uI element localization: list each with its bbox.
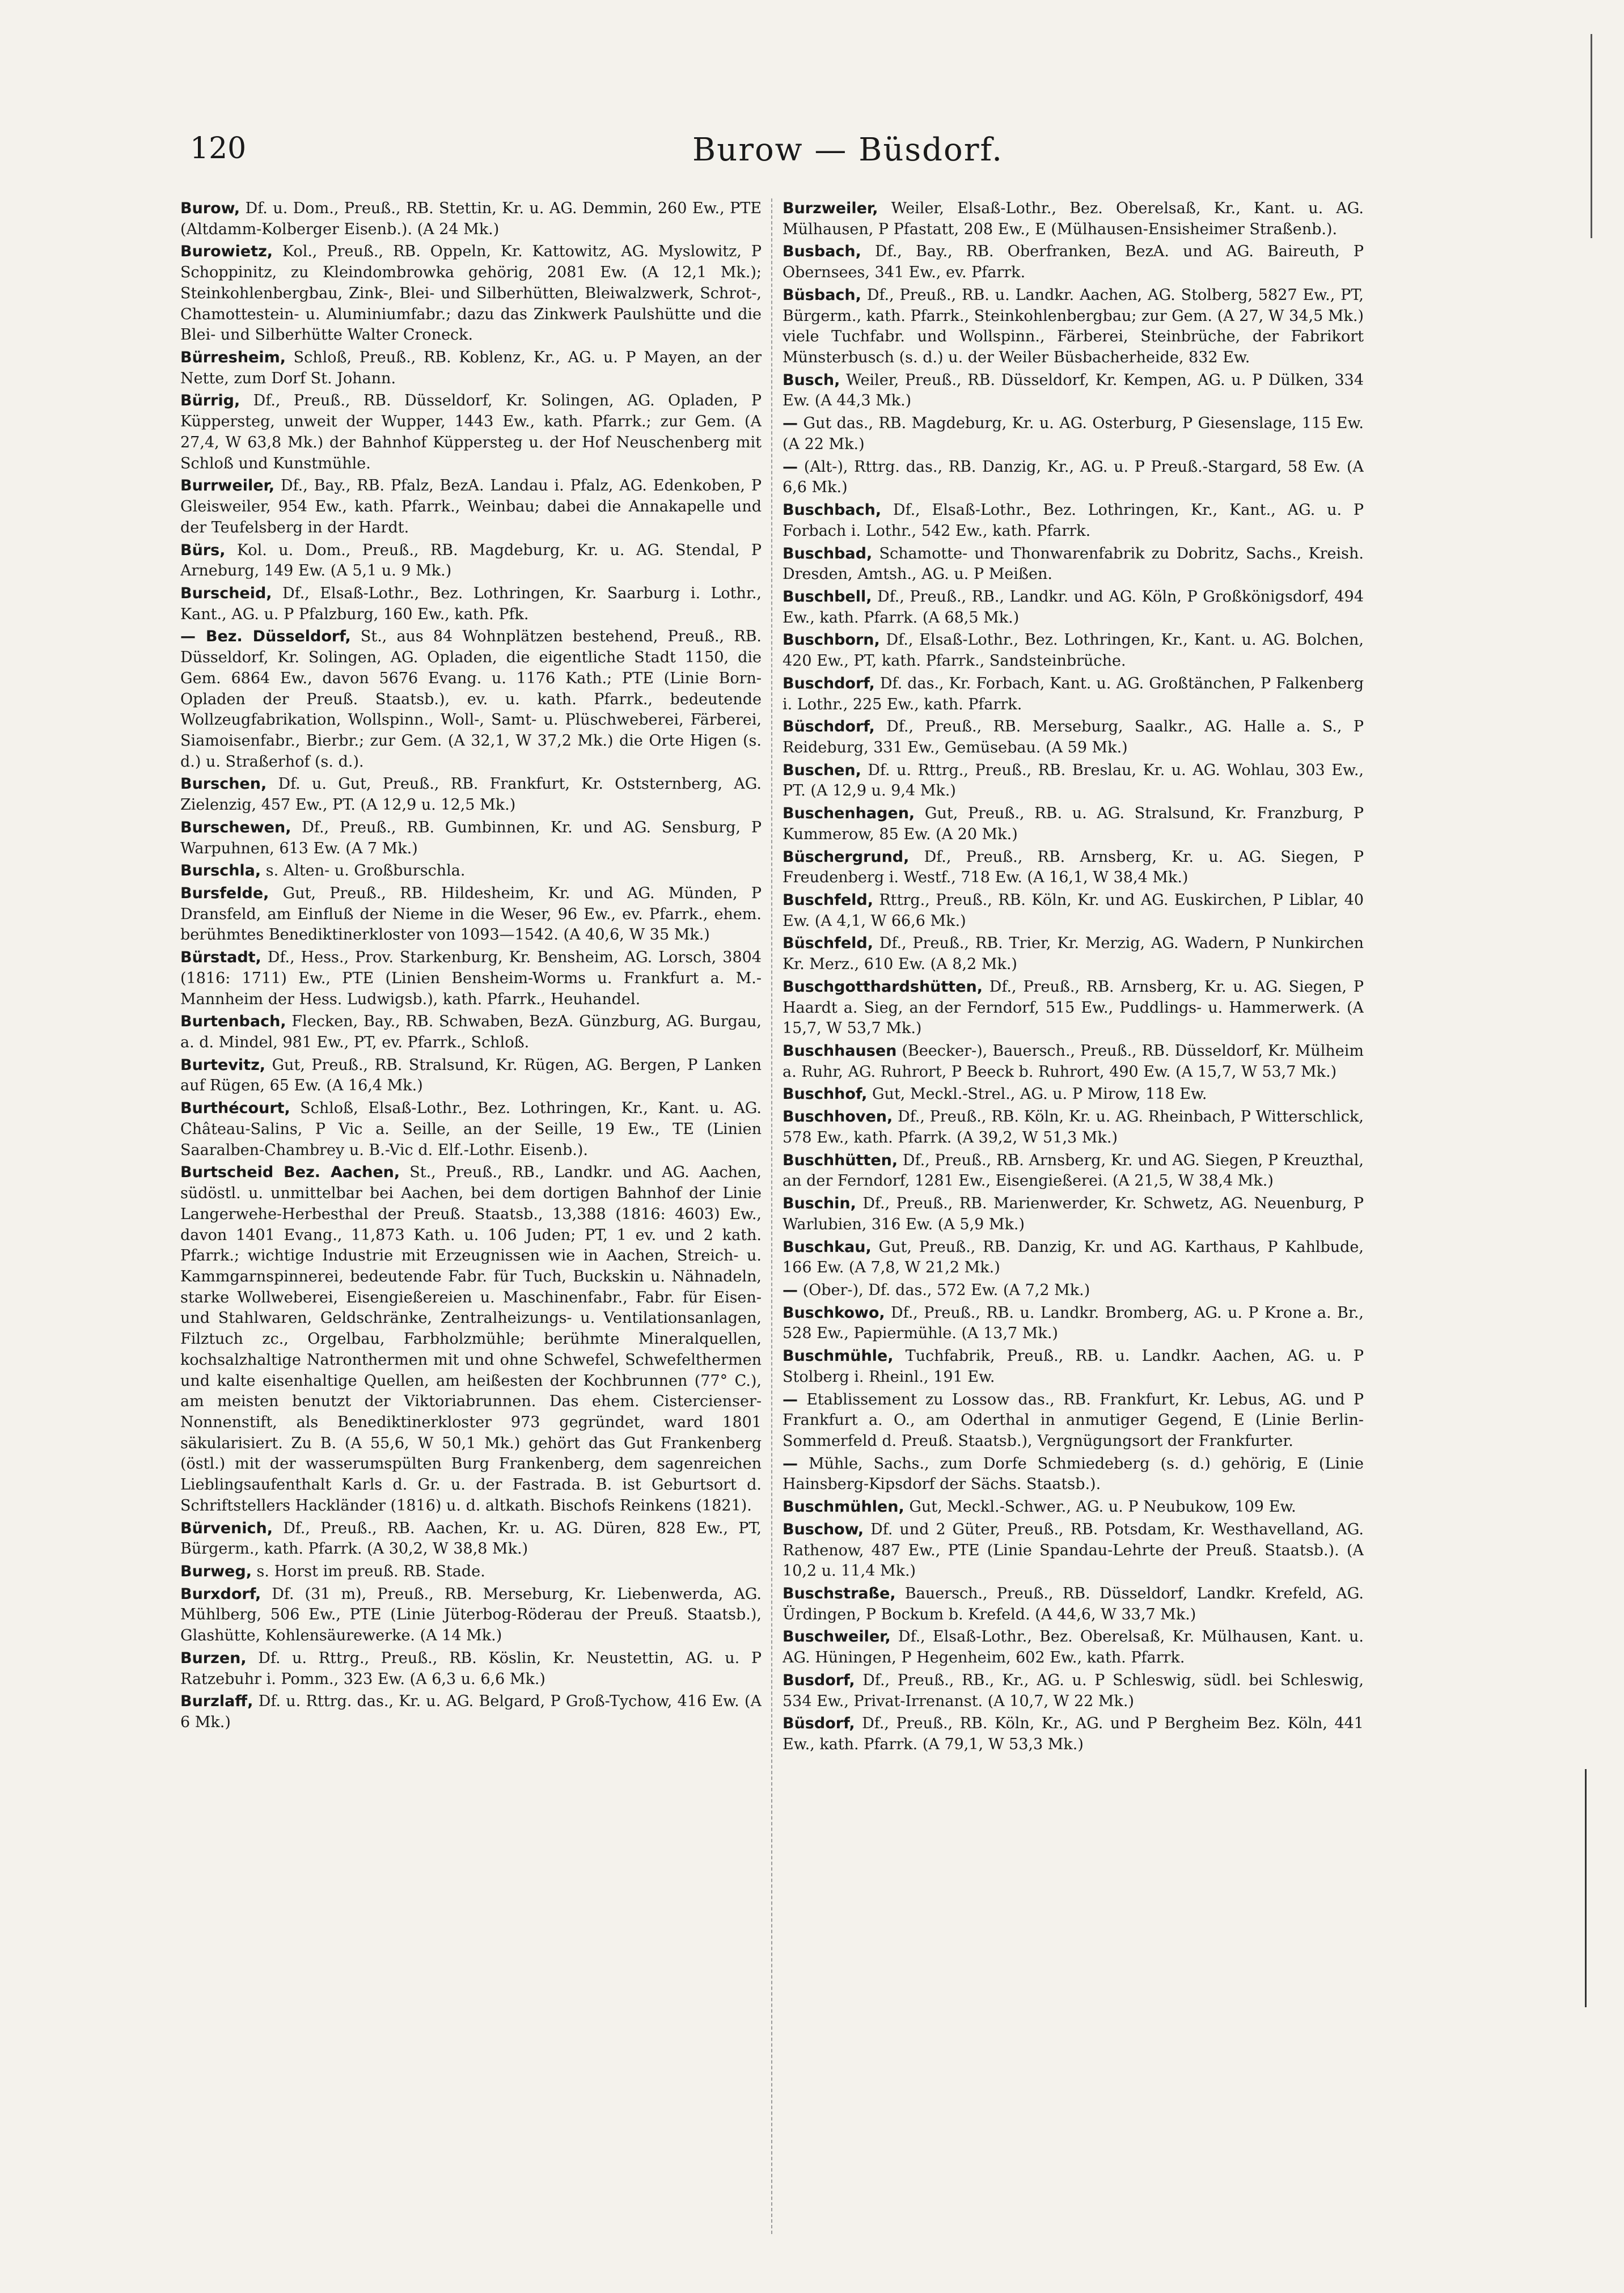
entry-text: Etablissement zu Lossow das., RB. Frankfurt, Kr. Lebus, AG. und P Frankfurt a. O., am Oderthal in anmutiger Gegend, E (Linie Berlin-Sommerfeld d. Preuß. Staatsb.), Vergnügungsort der Frankfurter.: [783, 1390, 1364, 1450]
entry-text: Df., Preuß., RB. Köln, Kr., AG. und P Bergheim Bez. Köln, 441 Ew., kath. Pfarrk. (A 79,1, W 53,3 Mk.): [783, 1715, 1364, 1754]
dictionary-entry: [783, 587, 1364, 628]
entry-text: Tuchfabrik, Preuß., RB. u. Landkr. Aachen, AG. u. P Stolberg i. Rheinl., 191 Ew.: [783, 1347, 1364, 1386]
right-column: [783, 198, 1364, 2234]
left-column: [180, 198, 762, 2234]
dictionary-entry: [180, 1562, 762, 1583]
dictionary-entry: [783, 1584, 1364, 1625]
entry-headword: —: [783, 1281, 798, 1299]
entry-headword: Buschin,: [783, 1195, 856, 1213]
dictionary-entry: [783, 630, 1364, 671]
entry-headword: —: [783, 1454, 798, 1473]
entry-headword: Buschkau,: [783, 1238, 872, 1256]
entry-headword: —: [783, 458, 798, 476]
entry-headword: Burowietz,: [180, 243, 273, 261]
dictionary-entry: [180, 818, 762, 859]
entry-headword: Burrweiler,: [180, 477, 275, 495]
entry-text: Df., Preuß., RB. Düsseldorf, Kr. Solingen, AG. Opladen, P Küppersteg, unweit der Wupper, 1443 Ew., kath. Pfarrk.; zur Gem. (A 27,4, W 63,8 Mk.) der Bahnhof Küppersteg u. der Hof Neuschenberg mit Schloß und Kunstmühle.: [180, 392, 762, 472]
dictionary-entry: [180, 1691, 762, 1733]
entry-headword: Buschgotthardshütten,: [783, 978, 983, 996]
entry-headword: Buschbach,: [783, 501, 882, 519]
entry-headword: Burzlaff,: [180, 1693, 253, 1711]
entry-text: Df. das., Kr. Forbach, Kant. u. AG. Großtänchen, P Falkenberg i. Lothr., 225 Ew., kath. Pfarrk.: [783, 674, 1364, 713]
entry-text: Gut, Preuß., RB. u. AG. Stralsund, Kr. Franzburg, P Kummerow, 85 Ew. (A 20 Mk.): [783, 805, 1364, 843]
dictionary-entry: [180, 1012, 762, 1053]
entry-text: Df. u. Rttrg. das., Kr. u. AG. Belgard, P Groß-Tychow, 416 Ew. (A 6 Mk.): [180, 1693, 762, 1732]
dictionary-entry: [783, 1670, 1364, 1712]
entry-text: Df., Preuß., RB. Arnsberg, Kr. u. AG. Siegen, P Haardt a. Sieg, an der Ferndorf, 515 Ew., Puddlings- u. Hammerwerk. (A 15,7, W 53,7 Mk.): [783, 978, 1364, 1038]
entry-text: Gut das., RB. Magdeburg, Kr. u. AG. Osterburg, P Giesenslage, 115 Ew. (A 22 Mk.): [783, 414, 1364, 453]
entry-text: Df. u. Rttrg., Preuß., RB. Breslau, Kr. u. AG. Wohlau, 303 Ew., PT. (A 12,9 u. 9,4 Mk.): [783, 761, 1364, 800]
dictionary-entry: [783, 457, 1364, 498]
entry-headword: Burtscheid Bez. Aachen,: [180, 1164, 400, 1182]
entry-text: Df., Preuß., RB., Kr., AG. u. P Schleswig, südl. bei Schleswig, 534 Ew., Privat-Irrenanst. (A 10,7, W 22 Mk.): [783, 1671, 1364, 1710]
dictionary-entry: [783, 1237, 1364, 1279]
running-head: Burow — Büsdorf.: [692, 132, 1004, 168]
entry-text: Df., Preuß., RB. Trier, Kr. Merzig, AG. Wadern, P Nunkirchen Kr. Merz., 610 Ew. (A 8,2 Mk.): [783, 934, 1364, 974]
entry-text: Df., Bay., RB. Pfalz, BezA. Landau i. Pfalz, AG. Edenkoben, P Gleisweiler, 954 Ew., kath. Pfarrk., Weinbau; dabei die Annakapelle und der Teufelsberg in der Hardt.: [180, 477, 762, 536]
entry-headword: Buschborn,: [783, 631, 880, 649]
entry-text: Mühle, Sachs., zum Dorfe Schmiedeberg (s. d.) gehörig, E (Linie Hainsberg-Kipsdorf der Sächs. Staatsb.).: [783, 1454, 1364, 1494]
entry-text: Df., Elsaß-Lothr., Bez. Lothringen, Kr., Kant. u. AG. Bolchen, 420 Ew., PT, kath. Pfarrk., Sandsteinbrüche.: [783, 631, 1364, 670]
entry-headword: Buschstraße,: [783, 1585, 896, 1602]
entry-headword: Buschkowo,: [783, 1304, 885, 1322]
dictionary-entry: [783, 1454, 1364, 1495]
entry-text: Kol. u. Dom., Preuß., RB. Magdeburg, Kr. u. AG. Stendal, P Arneburg, 149 Ew. (A 5,1 u. 9 Mk.): [180, 541, 762, 580]
entry-headword: Buschhausen: [783, 1042, 897, 1060]
entry-headword: Bursfelde,: [180, 885, 269, 902]
dictionary-entry: [783, 1627, 1364, 1668]
entry-headword: Buschhütten,: [783, 1151, 898, 1169]
entry-text: Df., Preuß., RB. Marienwerder, Kr. Schwetz, AG. Neuenburg, P Warlubien, 316 Ew. (A 5,9 Mk.): [783, 1195, 1364, 1233]
dictionary-entry: [783, 1303, 1364, 1344]
dictionary-entry: [783, 1084, 1364, 1105]
entry-headword: Burxdorf,: [180, 1585, 261, 1603]
dictionary-entry: [783, 500, 1364, 541]
entry-text: Bauersch., Preuß., RB. Düsseldorf, Landkr. Krefeld, AG. Ürdingen, P Bockum b. Krefeld. (A 44,6, W 33,7 Mk.): [783, 1585, 1364, 1623]
dictionary-entry: [783, 674, 1364, 715]
entry-headword: Busbach,: [783, 243, 861, 261]
dictionary-entry: [783, 1194, 1364, 1235]
dictionary-entry: [180, 861, 762, 882]
entry-headword: Buschhof,: [783, 1085, 868, 1103]
entry-headword: —: [783, 1390, 798, 1408]
entry-text: s. Horst im preuß. RB. Stade.: [251, 1563, 485, 1580]
entry-text: Df., Elsaß-Lothr., Bez. Oberelsaß, Kr. Mülhausen, Kant. u. AG. Hüningen, P Hegenheim, 602 Ew., kath. Pfarrk.: [783, 1628, 1364, 1667]
entry-text: Df., Hess., Prov. Starkenburg, Kr. Bensheim, AG. Lorsch, 3804 (1816: 1711) Ew., PTE (Linien Bensheim-Worms u. Frankfurt a. M.-Mannheim der Hess. Ludwigsb.), kath. Pfarrk., Heuhandel.: [180, 949, 762, 1008]
dictionary-entry: [783, 717, 1364, 758]
entry-headword: Buschhoven,: [783, 1108, 893, 1126]
entry-text: Df., Preuß., RB. Aachen, Kr. u. AG. Düren, 828 Ew., PT, Bürgerm., kath. Pfarrk. (A 30,2, W 38,8 Mk.): [180, 1519, 762, 1558]
dictionary-entry: [783, 847, 1364, 889]
entry-headword: Burzen,: [180, 1649, 247, 1667]
scan-edge-line: [1585, 1769, 1587, 2007]
entry-headword: Büsbach,: [783, 286, 861, 304]
entry-text: Df. (31 m), Preuß., RB. Merseburg, Kr. Liebenwerda, AG. Mühlberg, 506 Ew., PTE (Linie Jüterbog-Röderau der Preuß. Staatsb.), Glashütte, Kohlensäurewerke. (A 14 Mk.): [180, 1585, 762, 1645]
dictionary-entry: [180, 1098, 762, 1161]
entry-headword: Busdorf,: [783, 1671, 855, 1689]
dictionary-entry: [783, 1497, 1364, 1518]
page-header: [190, 132, 1505, 183]
entry-headword: Burthécourt,: [180, 1099, 290, 1118]
dictionary-entry: [783, 933, 1364, 975]
entry-text: Weiler, Preuß., RB. Düsseldorf, Kr. Kempen, AG. u. P Dülken, 334 Ew. (A 44,3 Mk.): [783, 371, 1364, 410]
dictionary-entry: [783, 1280, 1364, 1301]
entry-text: Df., Preuß., RB., Landkr. und AG. Köln, P Großkönigsdorf, 494 Ew., kath. Pfarrk. (A 68,5 Mk.): [783, 587, 1364, 627]
entry-headword: Büsdorf,: [783, 1715, 855, 1733]
entry-headword: Buschmühlen,: [783, 1498, 904, 1516]
entry-text: Df., Preuß., RB. Arnsberg, Kr. u. AG. Siegen, P Freudenberg i. Westf., 718 Ew. (A 16,1, W 38,4 Mk.): [783, 848, 1364, 887]
dictionary-entry: [783, 1520, 1364, 1582]
entry-text: Df., Preuß., RB. u. Landkr. Bromberg, AG. u. P Krone a. Br., 528 Ew., Papiermühle. (A 13,7 Mk.): [783, 1304, 1364, 1343]
entry-text: Df., Preuß., RB. Köln, Kr. u. AG. Rheinbach, P Witterschlick, 578 Ew., kath. Pfarrk. (A 39,2, W 51,3 Mk.): [783, 1108, 1364, 1146]
dictionary-entry: [180, 476, 762, 538]
page-number: 120: [190, 132, 247, 166]
entry-headword: Bürvenich,: [180, 1519, 273, 1537]
dictionary-entry: [180, 583, 762, 625]
entry-text: Df. und 2 Güter, Preuß., RB. Potsdam, Kr. Westhavelland, AG. Rathenow, 487 Ew., PTE (Linie Spandau-Lehrte der Preuß. Staatsb.). (A 10,2 u. 11,4 Mk.): [783, 1520, 1364, 1580]
entry-text: Flecken, Bay., RB. Schwaben, BezA. Günzburg, AG. Burgau, a. d. Mindel, 981 Ew., PT, ev. Pfarrk., Schloß.: [180, 1013, 762, 1052]
entry-headword: Buschenhagen,: [783, 805, 915, 823]
dictionary-entry: [180, 774, 762, 815]
entry-text: Df., Preuß., RB. u. Landkr. Aachen, AG. Stolberg, 5827 Ew., PT, Bürgerm., kath. Pfarrk., Steinkohlenbergbau; zur Gem. (A 27, W 34,5 Mk.) viele Tuchfabr. und Wollspinn., Färberei, Steinbrüche, der Fabrikort Münsterbusch (s. d.) u. der Weiler Büsbacherheide, 832 Ew.: [783, 286, 1364, 367]
entry-text: Df. u. Rttrg., Preuß., RB. Köslin, Kr. Neustettin, AG. u. P Ratzebuhr i. Pomm., 323 Ew. (A 6,3 u. 6,6 Mk.): [180, 1649, 762, 1688]
entry-text: Gut, Meckl.-Schwer., AG. u. P Neubukow, 109 Ew.: [904, 1498, 1296, 1516]
dictionary-entry: [180, 627, 762, 772]
column-divider: [771, 198, 772, 2234]
entry-text: (Ober-), Df. das., 572 Ew. (A 7,2 Mk.): [798, 1281, 1090, 1299]
dictionary-entry: [783, 1714, 1364, 1755]
dictionary-entry: [180, 947, 762, 1010]
dictionary-entry: [783, 890, 1364, 932]
entry-headword: Bürresheim,: [180, 349, 286, 367]
dictionary-entry: [783, 1346, 1364, 1387]
entry-headword: Buschow,: [783, 1520, 864, 1538]
entry-headword: Büschergrund,: [783, 848, 910, 866]
entry-headword: Burtenbach,: [180, 1013, 286, 1031]
entry-headword: Burzweiler,: [783, 200, 878, 217]
dictionary-entry: [180, 1162, 762, 1516]
entry-text: Df., Elsaß-Lothr., Bez. Lothringen, Kr. Saarburg i. Lothr., Kant., AG. u. P Pfalzburg, 160 Ew., kath. Pfk.: [180, 584, 762, 623]
entry-text: Df., Elsaß-Lothr., Bez. Lothringen, Kr., Kant., AG. u. P Forbach i. Lothr., 542 Ew., kath. Pfarrk.: [783, 501, 1364, 540]
entry-text: Gut, Preuß., RB. Stralsund, Kr. Rügen, AG. Bergen, P Lanken auf Rügen, 65 Ew. (A 16,4 Mk.): [180, 1056, 762, 1095]
entry-headword: Buschmühle,: [783, 1347, 894, 1365]
entry-headword: — Bez. Düsseldorf,: [180, 628, 351, 646]
entry-text: Df., Bay., RB. Oberfranken, BezA. und AG. Baireuth, P Obernsees, 341 Ew., ev. Pfarrk.: [783, 243, 1364, 282]
dictionary-entry: [783, 544, 1364, 585]
dictionary-entry: [180, 883, 762, 946]
entry-headword: Burschla,: [180, 862, 261, 880]
entry-headword: Burschen,: [180, 775, 267, 793]
entry-headword: Bürs,: [180, 541, 226, 559]
entry-text: Kol., Preuß., RB. Oppeln, Kr. Kattowitz, AG. Myslowitz, P Schoppinitz, zu Kleindombrowka gehörig, 2081 Ew. (A 12,1 Mk.); Steinkohlenbergbau, Zink-, Blei- und Silberhütten, Bleiwalzwerk, Schrot-, Chamottestein- u. Aluminiumfabr.; dazu das Zinkwerk Paulshütte und die Blei- und Silberhütte Walter Croneck.: [180, 243, 762, 344]
entry-text: Df. u. Gut, Preuß., RB. Frankfurt, Kr. Oststernberg, AG. Zielenzig, 457 Ew., PT. (A 12,9 u. 12,5 Mk.): [180, 775, 762, 814]
entry-text: Schloß, Elsaß-Lothr., Bez. Lothringen, Kr., Kant. u. AG. Château-Salins, P Vic a. Seille, an der Seille, 19 Ew., TE (Linien Saaralben-Chambrey u. B.-Vic d. Elf.-Lothr. Eisenb.).: [180, 1099, 762, 1159]
dictionary-entry: [180, 1648, 762, 1690]
dictionary-entry: [180, 391, 762, 474]
entry-headword: Burow,: [180, 200, 240, 217]
dictionary-entry: [783, 1041, 1364, 1082]
entry-text: Schloß, Preuß., RB. Koblenz, Kr., AG. u. P Mayen, an der Nette, zum Dorf St. Johann.: [180, 349, 762, 387]
dictionary-entry: [180, 1584, 762, 1647]
scan-edge-mark: [1591, 34, 1592, 238]
dictionary-entry: [783, 198, 1364, 240]
entry-text: St., Preuß., RB., Landkr. und AG. Aachen, südöstl. u. unmittelbar bei Aachen, bei dem dortigen Bahnhof der Linie Langerwehe-Herbesthal der Preuß. Staatsb., 13,388 (1816: 4603) Ew., davon 1401 Evang., 11,873 Kath. u. 106 Juden; PT, 1 ev. und 2 kath. Pfarrk.; wichtige Industrie mit Erzeugnissen wie in Aachen, Streich- u. Kammgarnspinnerei, bedeutende Fabr. für Tuch, Buckskin u. Nähnadeln, starke Wollweberei, Eisengießereien u. Maschinenfabr., Fabr. für Eisen- und Stahlwaren, Geldschränke, Zentralheizungs- u. Ventilationsanlagen, Filztuch zc., Orgelbau, Farbholzmühle; berühmte Mineralquellen, kochsalzhaltige Natronthermen mit und ohne Schwefel, Schwefelthermen und kalte eisenhaltige Quellen, am heißesten der Kochbrunnen (77° C.), am meisten benutzt der Viktoriabrunnen. Das ehem. Cistercienser-Nonnenstift, als Benediktinerkloster 973 gegründet, ward 1801 säkularisiert. Zu B. (A 55,6, W 50,1 Mk.) gehört das Gut Frankenberg (östl.) mit der wasserumspülten Burg Frankenberg, dem sagenreichen Lieblingsaufenthalt Karls d. Gr. u. der Fastrada. B. ist Geburtsort d. Schriftstellers Hackländer (1816) u. d. altkath. Bischofs Reinkens (1821).: [180, 1164, 762, 1514]
dictionary-entry: [180, 242, 762, 346]
entry-text: Gut, Preuß., RB. Danzig, Kr. und AG. Karthaus, P Kahlbude, 166 Ew. (A 7,8, W 21,2 Mk.): [783, 1238, 1364, 1277]
dictionary-entry: [180, 540, 762, 582]
dictionary-entry: [783, 1107, 1364, 1148]
entry-text: St., aus 84 Wohnplätzen bestehend, Preuß., RB. Düsseldorf, Kr. Solingen, AG. Opladen, die eigentliche Stadt 1150, die Gem. 6864 Ew., davon 5676 Evang. u. 1176 Kath.; PTE (Linie Born-Opladen der Preuß. Staatsb.), ev. u. kath. Pfarrk., bedeutende Wollzeugfabrikation, Wollspinn., Woll-, Samt- u. Plüschweberei, Färberei, Siamoisenfabr., Bierbr.; zur Gem. (A 32,1, W 37,2 Mk.) die Orte Higen (s. d.) u. Straßerhof (s. d.).: [180, 628, 762, 771]
entry-text: s. Alten- u. Großburschla.: [261, 862, 466, 880]
entry-headword: Bürstadt,: [180, 949, 261, 967]
entry-text: Schamotte- und Thonwarenfabrik zu Dobritz, Sachs., Kreish. Dresden, Amtsh., AG. u. P Meißen.: [783, 544, 1364, 583]
dictionary-entry: [783, 1390, 1364, 1452]
entry-headword: Burschewen,: [180, 818, 291, 836]
entry-headword: Burweg,: [180, 1563, 252, 1580]
entry-headword: Buschfeld,: [783, 891, 873, 909]
dictionary-entry: [180, 198, 762, 240]
dictionary-entry: [180, 1518, 762, 1560]
entry-headword: Büschfeld,: [783, 934, 873, 953]
entry-headword: Buschbad,: [783, 544, 873, 562]
entry-headword: Buschweiler,: [783, 1628, 891, 1646]
dictionary-entry: [783, 413, 1364, 455]
entry-headword: Busch,: [783, 371, 840, 389]
dictionary-entry: [783, 370, 1364, 412]
entry-text: Weiler, Elsaß-Lothr., Bez. Oberelsaß, Kr., Kant. u. AG. Mülhausen, P Pfastatt, 208 Ew., E (Mülhausen-Ensisheimer Straßenb.).: [783, 200, 1364, 238]
entry-headword: Burtevitz,: [180, 1056, 266, 1074]
entry-headword: Buschbell,: [783, 587, 872, 606]
entry-text: Df. u. Dom., Preuß., RB. Stettin, Kr. u. AG. Demmin, 260 Ew., PTE (Altdamm-Kolberger Eisenb.). (A 24 Mk.): [180, 200, 762, 238]
entry-headword: Büschdorf,: [783, 718, 875, 736]
entry-text: (Alt-), Rttrg. das., RB. Danzig, Kr., AG. u. P Preuß.-Stargard, 58 Ew. (A 6,6 Mk.): [783, 458, 1364, 497]
entry-text: Gut, Meckl.-Strel., AG. u. P Mirow, 118 Ew.: [867, 1085, 1207, 1103]
entry-text: Gut, Preuß., RB. Hildesheim, Kr. und AG. Münden, P Dransfeld, am Einfluß der Nieme in die Weser, 96 Ew., ev. Pfarrk., ehem. berühmtes Benediktinerkloster von 1093—1542. (A 40,6, W 35 Mk.): [180, 885, 762, 944]
entry-text: Df., Preuß., RB. Gumbinnen, Kr. und AG. Sensburg, P Warpuhnen, 613 Ew. (A 7 Mk.): [180, 818, 762, 857]
dictionary-entry: [783, 285, 1364, 369]
dictionary-entry: [783, 242, 1364, 283]
entry-text: Df., Preuß., RB. Merseburg, Saalkr., AG. Halle a. S., P Reideburg, 331 Ew., Gemüsebau. (A 59 Mk.): [783, 718, 1364, 756]
entry-headword: Buschdorf,: [783, 674, 875, 692]
dictionary-entry: [783, 1150, 1364, 1192]
entry-headword: —: [783, 414, 798, 433]
entry-text: (Beecker-), Bauersch., Preuß., RB. Düsseldorf, Kr. Mülheim a. Ruhr, AG. Ruhrort, P Beeck b. Ruhrort, 490 Ew. (A 15,7, W 53,7 Mk.): [783, 1042, 1364, 1081]
dictionary-entry: [783, 760, 1364, 802]
entry-text: Df., Preuß., RB. Arnsberg, Kr. und AG. Siegen, P Kreuzthal, an der Ferndorf, 1281 Ew., Eisengießerei. (A 21,5, W 38,4 Mk.): [783, 1151, 1364, 1190]
dictionary-entry: [180, 1055, 762, 1097]
entry-headword: Buschen,: [783, 761, 861, 779]
entry-headword: Burscheid,: [180, 584, 272, 602]
entry-headword: Bürrig,: [180, 392, 240, 410]
dictionary-entry: [180, 348, 762, 389]
dictionary-entry: [783, 803, 1364, 845]
dictionary-entry: [783, 977, 1364, 1039]
entry-text: Rttrg., Preuß., RB. Köln, Kr. und AG. Euskirchen, P Liblar, 40 Ew. (A 4,1, W 66,6 Mk.): [783, 891, 1364, 930]
